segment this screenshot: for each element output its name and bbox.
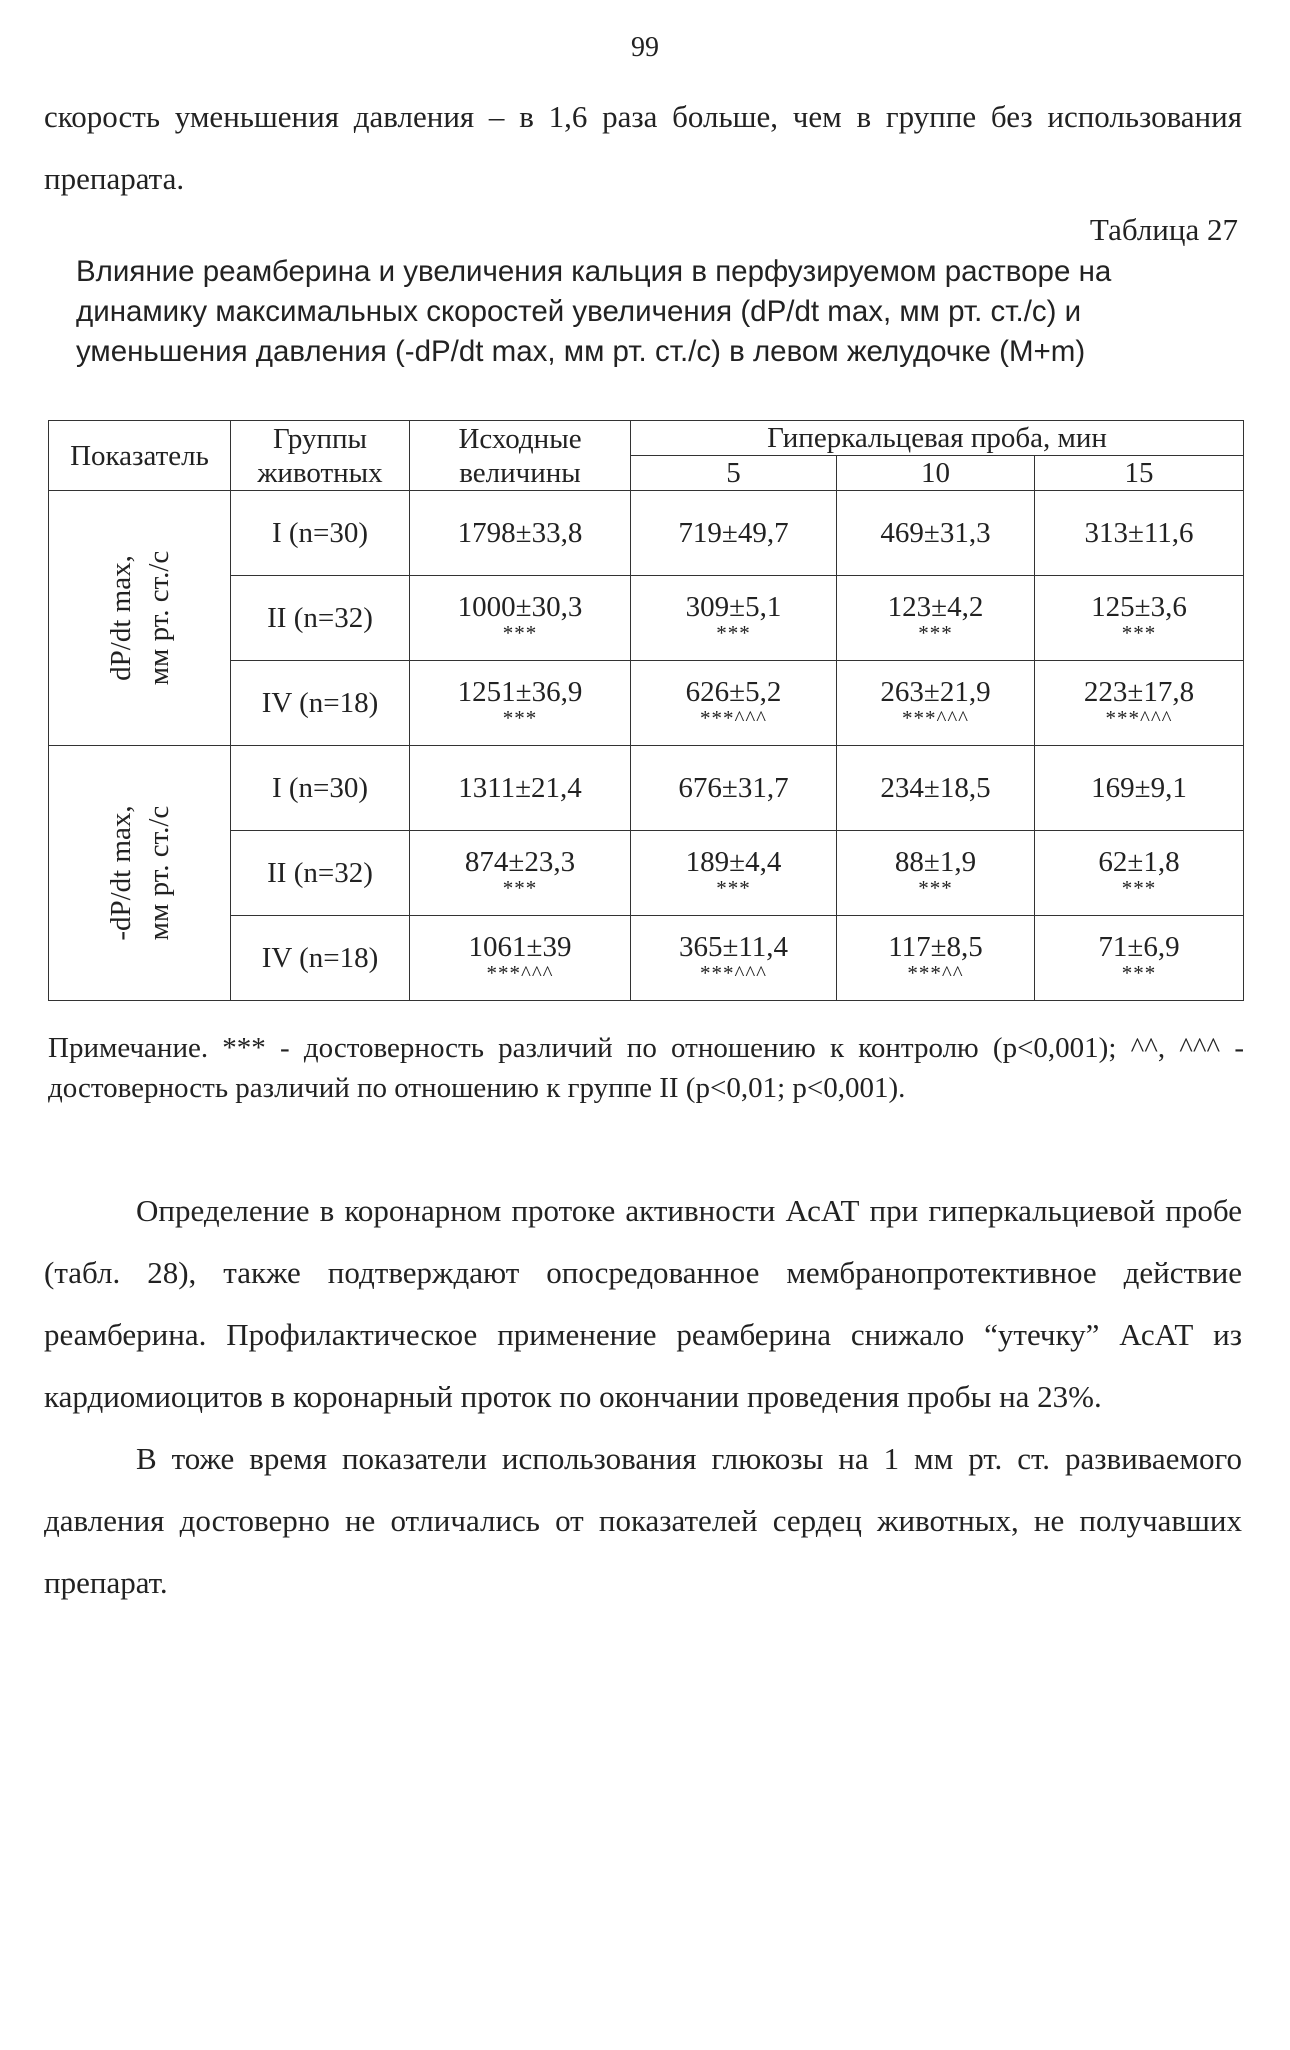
significance-mark: *** <box>918 621 953 645</box>
significance-mark: ***^^^ <box>486 961 554 985</box>
header-min-15: 15 <box>1035 456 1244 491</box>
table-header-row <box>49 421 1244 456</box>
paragraph: В тоже время показатели использования глюкозы на 1 мм рт. ст. развиваемого давления достоверно не отличались от показателей сердец животных, не получавших препарат. <box>44 1441 1242 1600</box>
page-number: 99 <box>631 32 659 63</box>
paragraph: Определение в коронарном протоке активности АсАТ при гиперкальциевой пробе (табл. 28), также подтверждают опосредованное мембранопротективное действие реамберина. Профилактическое применение реамберина снижало “утечку” АсАТ из кардиомиоцитов в коронарный проток по окончании проведения пробы на 23%. <box>44 1193 1242 1414</box>
value-cell <box>837 831 1035 916</box>
significance-mark: *** <box>502 621 538 645</box>
value-cell <box>1035 576 1244 661</box>
significance-mark: ***^^^ <box>699 961 768 985</box>
data-table <box>48 420 1244 1001</box>
value-cell <box>410 661 631 746</box>
value-cell <box>1035 916 1244 1001</box>
value-main: 117±8,5 <box>888 931 983 963</box>
group-cell: I (n=30) <box>231 746 410 831</box>
value-main: 1251±36,9 <box>457 676 583 708</box>
indicator-label-line: dP/dt max, <box>104 555 137 681</box>
significance-mark: ***^^^ <box>901 706 970 730</box>
value-main: 223±17,8 <box>1083 676 1195 708</box>
indicator-cell <box>49 491 231 746</box>
value-main: 676±31,7 <box>678 772 789 804</box>
value-cell <box>837 576 1035 661</box>
value-main: 123±4,2 <box>887 591 984 623</box>
header-baseline-line2: величины <box>459 456 581 489</box>
value-cell <box>410 576 631 661</box>
value-main: 626±5,2 <box>685 676 782 708</box>
header-min-5: 5 <box>631 456 837 491</box>
table-row <box>49 746 1244 831</box>
value-main: 71±6,9 <box>1098 931 1180 963</box>
significance-mark: *** <box>502 706 538 730</box>
value-main: 1311±21,4 <box>458 772 582 804</box>
header-groups-line2: животных <box>257 456 383 489</box>
significance-mark: *** <box>918 876 953 900</box>
value-cell <box>837 491 1035 576</box>
value-cell <box>631 831 837 916</box>
value-main: 1061±39 <box>468 931 572 963</box>
value-cell <box>1035 831 1244 916</box>
value-main: 263±21,9 <box>880 676 991 708</box>
group-cell: IV (n=18) <box>231 916 410 1001</box>
indicator-label <box>102 551 178 686</box>
significance-mark: *** <box>1121 621 1157 645</box>
value-main: 313±11,6 <box>1084 517 1194 549</box>
value-cell <box>631 576 837 661</box>
table-label: Таблица 27 <box>1089 212 1238 247</box>
value-main: 88±1,9 <box>894 846 977 878</box>
value-cell <box>1035 491 1244 576</box>
header-test: Гиперкальцевая проба, мин <box>631 421 1244 456</box>
significance-mark: ***^^^ <box>699 706 768 730</box>
significance-mark: *** <box>502 876 538 900</box>
value-cell <box>1035 746 1244 831</box>
value-main: 1798±33,8 <box>457 517 583 549</box>
value-main: 1000±30,3 <box>457 591 583 623</box>
header-groups <box>231 421 410 491</box>
value-cell <box>410 491 631 576</box>
value-main: 309±5,1 <box>685 591 782 623</box>
table-row <box>49 491 1244 576</box>
body-text <box>44 1180 1242 1614</box>
value-main: 189±4,4 <box>685 846 782 878</box>
significance-mark: ***^^ <box>907 961 964 985</box>
group-cell: II (n=32) <box>231 831 410 916</box>
value-cell <box>631 746 837 831</box>
group-cell: II (n=32) <box>231 576 410 661</box>
header-indicator: Показатель <box>49 421 231 491</box>
indicator-label-line: мм рт. ст./с <box>142 550 175 686</box>
header-baseline-line1: Исходные <box>458 422 582 455</box>
significance-mark: *** <box>716 876 751 900</box>
value-cell <box>410 916 631 1001</box>
value-cell <box>410 746 631 831</box>
value-main: 169±9,1 <box>1091 772 1187 804</box>
significance-mark: *** <box>1121 961 1157 985</box>
value-cell <box>410 831 631 916</box>
value-main: 874±23,3 <box>464 846 576 878</box>
indicator-label-line: -dP/dt max, <box>104 805 137 941</box>
value-main: 234±18,5 <box>880 772 991 804</box>
indicator-label <box>102 805 178 940</box>
value-cell <box>837 916 1035 1001</box>
value-cell <box>837 746 1035 831</box>
value-main: 365±11,4 <box>678 931 789 963</box>
value-main: 125±3,6 <box>1091 591 1187 623</box>
table-caption: Влияние реамберина и увеличения кальция в перфузируемом растворе на динамику максимальных скоростей увеличения (dP/dt max, мм рт. ст./с) и уменьшения давления (-dP/dt max, мм рт. ст./с) в левом желудочке (M+m) <box>76 255 1112 368</box>
group-cell: IV (n=18) <box>231 661 410 746</box>
significance-mark: *** <box>716 621 751 645</box>
value-main: 719±49,7 <box>678 517 789 549</box>
value-cell <box>631 661 837 746</box>
table-body <box>49 491 1244 1001</box>
header-groups-line1: Группы <box>272 422 368 455</box>
group-cell: I (n=30) <box>231 491 410 576</box>
header-baseline <box>410 421 631 491</box>
indicator-cell <box>49 746 231 1001</box>
significance-mark: ***^^^ <box>1105 706 1173 730</box>
value-cell <box>631 916 837 1001</box>
value-cell <box>837 661 1035 746</box>
header-min-10: 10 <box>837 456 1035 491</box>
intro-paragraph: скорость уменьшения давления – в 1,6 раза больше, чем в группе без использования препарата. <box>44 99 1242 196</box>
value-cell <box>631 491 837 576</box>
value-cell <box>1035 661 1244 746</box>
value-main: 469±31,3 <box>880 517 991 549</box>
value-main: 62±1,8 <box>1098 846 1180 878</box>
indicator-label-line: мм рт. ст./с <box>142 805 175 941</box>
table-note: Примечание. *** - достоверность различий по отношению к контролю (p<0,001); ^^, ^^^ - достоверность различий по отношению к группе II (p<0,01; p<0,001). <box>48 1032 1244 1104</box>
significance-mark: *** <box>1121 876 1157 900</box>
